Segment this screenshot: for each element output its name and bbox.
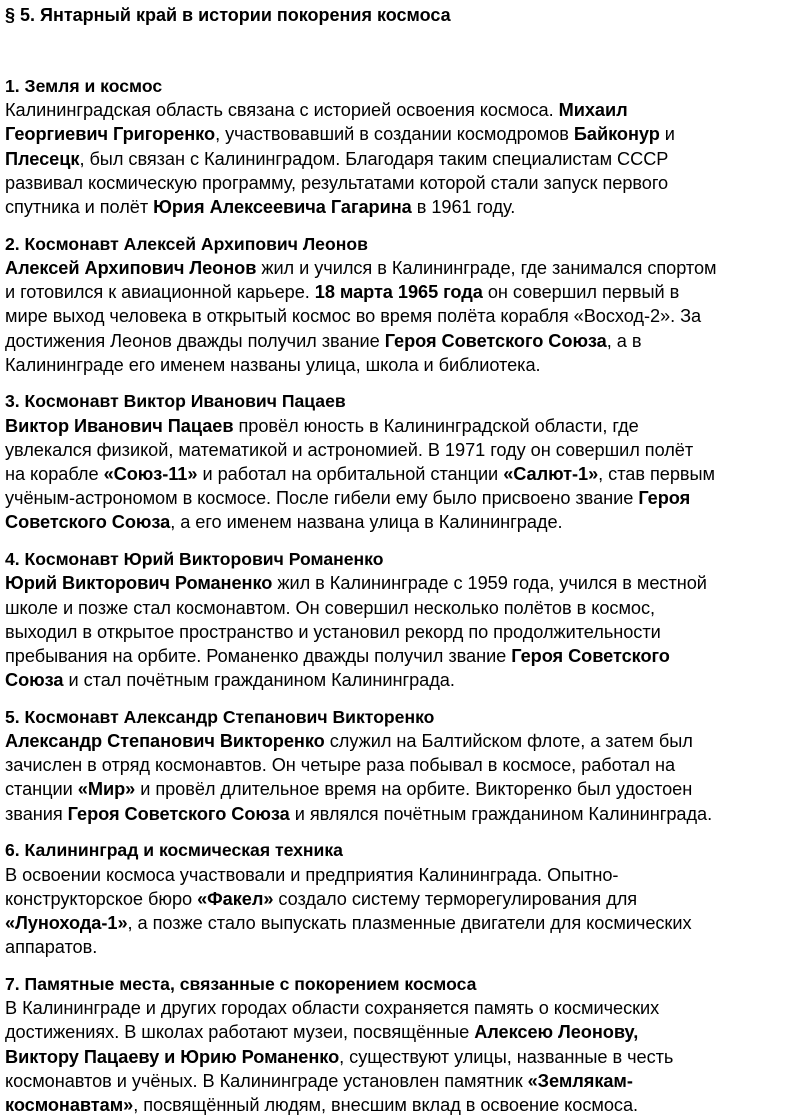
text-run: звания [5, 803, 68, 824]
section-paragraph [5, 414, 796, 535]
text-run: станции [5, 779, 78, 800]
text-line [5, 486, 796, 510]
section-paragraph [5, 996, 796, 1117]
bold-text: 18 марта 1965 года [314, 282, 483, 303]
bold-text: Юрия Алексеевича Гагарина [153, 197, 412, 218]
text-run: и работал на орбитальной станции [197, 464, 504, 485]
text-run: аппаратов. [5, 937, 98, 958]
bold-text: Виктору Пацаеву и Юрию Романенко [5, 1046, 340, 1067]
text-run: создало систему терморегулирования для [273, 888, 638, 909]
bold-text: Михаил [558, 100, 628, 121]
text-run: развивал космическую программу, результатами которой стали запуск первого [5, 172, 669, 193]
bold-text: «Союз-11» [103, 464, 198, 485]
text-line [5, 1020, 796, 1044]
section-1 [5, 74, 796, 219]
text-line [5, 596, 796, 620]
text-line [5, 462, 796, 486]
text-run: , был связан с Калининградом. Благодаря таким специалистам СССР [79, 148, 669, 169]
bold-text: «Землякам- [527, 1070, 633, 1091]
text-run: достижения Леонов дважды получил звание [5, 330, 385, 351]
text-run: , став первым [598, 464, 715, 485]
text-run: и провёл длительное время на орбите. Викторенко был удостоен [135, 779, 693, 800]
bold-text: Союза [5, 670, 64, 691]
section-6 [5, 838, 796, 959]
bold-text: Героя Советского [511, 645, 670, 666]
bold-text: космонавтам» [5, 1094, 134, 1115]
section-paragraph [5, 98, 796, 219]
text-run: и [659, 124, 675, 145]
document-title: § 5. Янтарный край в истории покорения космоса [5, 5, 451, 25]
text-line [5, 195, 796, 219]
text-run: , а его именем названа улица в Калининграде. [170, 512, 563, 533]
text-line [5, 571, 796, 595]
text-run: учёным-астрономом в космосе. После гибели ему было присвоено звание [5, 488, 639, 509]
text-run: выходил в открытое пространство и установил рекорд по продолжительности [5, 621, 661, 642]
text-run: школе и позже стал космонавтом. Он совершил несколько полётов в космос, [5, 597, 656, 618]
section-heading: 2. Космонавт Алексей Архипович Леонов [5, 233, 368, 254]
text-line [5, 668, 796, 692]
text-run: достижениях. В школах работают музеи, посвящённые [5, 1022, 475, 1043]
section-heading: 4. Космонавт Юрий Викторович Романенко [5, 549, 384, 570]
bold-text: «Лунохода-1» [5, 913, 128, 933]
bold-text: Советского Союза [5, 512, 171, 533]
text-run: , а позже стало выпускать плазменные двигатели для космических [127, 913, 692, 933]
bold-text: Виктор Иванович Пацаев [5, 415, 234, 436]
text-line [5, 414, 796, 438]
section-paragraph [5, 256, 796, 377]
text-run: и готовился к авиационной карьере. [5, 282, 315, 303]
section-heading: 7. Памятные места, связанные с покорением космоса [5, 973, 477, 994]
text-run: жил в Калининграде с 1959 года, учился в местной [272, 573, 707, 594]
text-run: и стал почётным гражданином Калининграда. [63, 670, 455, 691]
document-body [5, 74, 796, 1117]
text-run: Калининградская область связана с историей освоения космоса. [5, 100, 559, 121]
bold-text: Александр Степанович Викторенко [5, 731, 325, 752]
section-heading: 3. Космонавт Виктор Иванович Пацаев [5, 391, 346, 412]
bold-text: Героя [638, 488, 691, 509]
text-run: провёл юность в Калининградской области, где [233, 415, 639, 436]
section-paragraph [5, 571, 796, 692]
text-line [5, 329, 796, 353]
text-run: , а в [606, 330, 642, 351]
section-heading: 6. Калининград и космическая техника [5, 840, 343, 861]
text-run: и являлся почётным гражданином Калининграда. [289, 803, 713, 824]
bold-text: «Салют-1» [503, 464, 599, 485]
text-line [5, 510, 796, 534]
text-run: увлекался физикой, математикой и астрономией. В 1971 году он совершил полёт [5, 439, 694, 460]
text-line [5, 729, 796, 753]
bold-text: Героя Советского Союза [67, 803, 290, 824]
text-run: пребывания на орбите. Романенко дважды получил звание [5, 645, 512, 666]
text-run: , участвовавший в создании космодромов [215, 124, 574, 145]
text-line [5, 147, 796, 171]
text-run: Калининграде его именем названы улица, школа и библиотека. [5, 354, 541, 375]
bold-text: «Факел» [197, 888, 274, 909]
text-run: , существуют улицы, названные в честь [339, 1046, 674, 1067]
text-line [5, 122, 796, 146]
section-heading: 5. Космонавт Александр Степанович Викторенко [5, 706, 435, 727]
bold-text: Георгиевич Григоренко [5, 124, 216, 145]
text-line [5, 438, 796, 462]
bold-text: «Мир» [77, 779, 136, 800]
text-line [5, 1093, 796, 1117]
bold-text: Плесецк [5, 148, 80, 169]
text-line [5, 911, 796, 935]
text-run: служил на Балтийском флоте, а затем был [324, 731, 693, 752]
text-run: , посвящённый людям, внесшим вклад в освоение космоса. [133, 1094, 639, 1115]
text-line [5, 256, 796, 280]
text-line [5, 304, 796, 328]
section-7 [5, 972, 796, 1117]
text-line [5, 996, 796, 1020]
section-2 [5, 232, 796, 377]
text-line [5, 353, 796, 377]
text-run: В освоении космоса участвовали и предприятия Калининграда. Опытно- [5, 864, 619, 885]
bold-text: Алексей Архипович Леонов [5, 257, 257, 278]
text-line [5, 1045, 796, 1069]
bold-text: Героя Советского Союза [384, 330, 607, 351]
text-line [5, 753, 796, 777]
text-line [5, 620, 796, 644]
text-line [5, 887, 796, 911]
text-line [5, 171, 796, 195]
text-run: зачислен в отряд космонавтов. Он четыре раза побывал в космосе, работал на [5, 755, 676, 776]
bold-text: Байконур [573, 124, 660, 145]
text-run: он совершил первый в [482, 282, 680, 303]
text-line [5, 935, 796, 959]
text-line [5, 644, 796, 668]
section-paragraph [5, 729, 796, 826]
text-line [5, 802, 796, 826]
section-3 [5, 389, 796, 534]
text-line [5, 863, 796, 887]
bold-text: Алексею Леонову, [474, 1022, 639, 1043]
text-line [5, 1069, 796, 1093]
text-run: на корабле [5, 464, 104, 485]
bold-text: Юрий Викторович Романенко [5, 573, 273, 594]
section-4 [5, 547, 796, 692]
section-heading: 1. Земля и космос [5, 76, 163, 96]
text-run: космонавтов и учёных. В Калининграде установлен памятник [5, 1070, 528, 1091]
text-run: конструкторское бюро [5, 888, 198, 909]
text-run: В Калининграде и других городах области сохраняется память о космических [5, 998, 660, 1019]
section-paragraph [5, 863, 796, 960]
section-5 [5, 705, 796, 826]
text-run: в 1961 году. [411, 197, 516, 218]
text-line [5, 280, 796, 304]
text-run: спутника и полёт [5, 197, 154, 218]
text-line [5, 777, 796, 801]
text-run: жил и учился в Калининграде, где занимался спортом [256, 257, 717, 278]
text-run: мире выход человека в открытый космос во время полёта корабля «Восход-2». За [5, 306, 702, 327]
text-line [5, 98, 796, 122]
